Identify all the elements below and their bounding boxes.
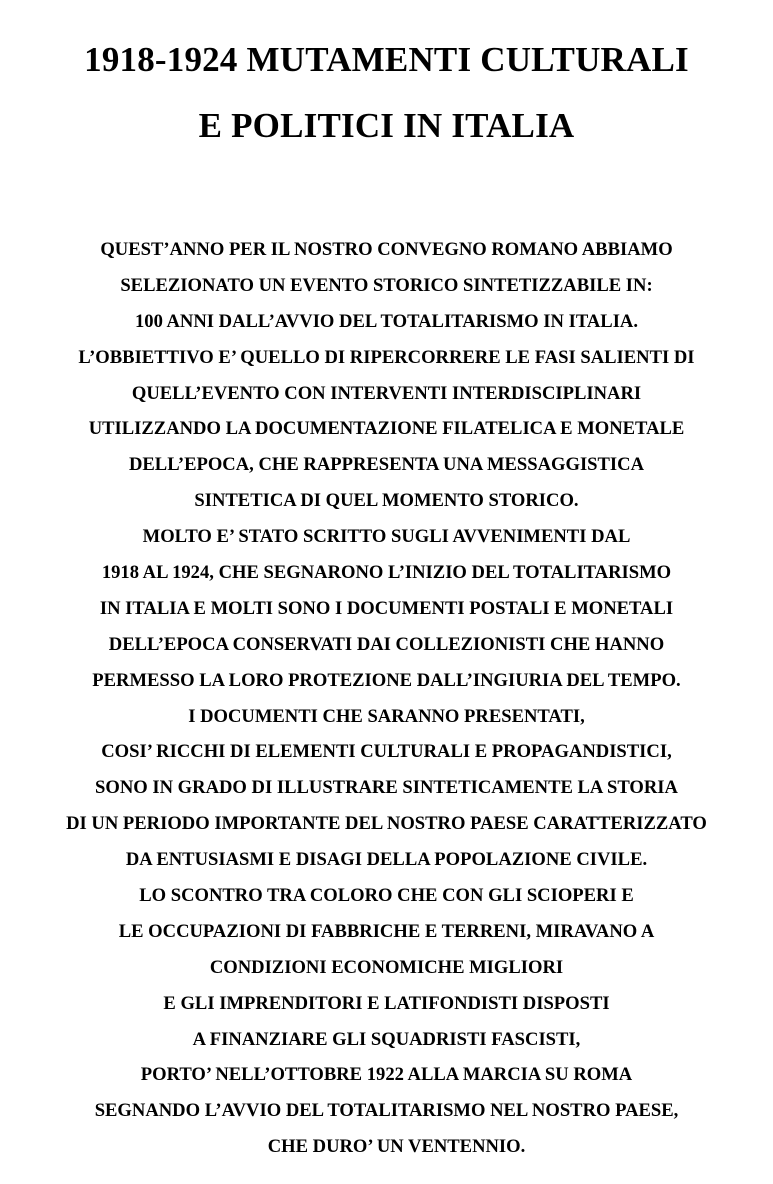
body-line-24: PORTO’ NELL’OTTOBRE 1922 ALLA MARCIA SU ROMA <box>140 1064 633 1086</box>
body-line-16: SONO IN GRADO DI ILLUSTRARE SINTETICAMENTE LA STORIA <box>95 777 678 799</box>
document-title-line-2: E POLITICI IN ITALIA <box>198 106 575 145</box>
body-line-17: DI UN PERIODO IMPORTANTE DEL NOSTRO PAESE CARATTERIZZATO <box>66 813 707 835</box>
body-line-15: COSI’ RICCHI DI ELEMENTI CULTURALI E PROPAGANDISTICI, <box>101 741 672 763</box>
body-line-13: PERMESSO LA LORO PROTEZIONE DALL’INGIURIA DEL TEMPO. <box>92 669 681 691</box>
body-line-2: SELEZIONATO UN EVENTO STORICO SINTETIZZABILE IN: <box>120 274 653 296</box>
body-line-25: SEGNANDO L’AVVIO DEL TOTALITARISMO NEL NOSTRO PAESE, <box>94 1100 679 1122</box>
body-line-7: DELL’EPOCA, CHE RAPPRESENTA UNA MESSAGGISTICA <box>128 454 645 476</box>
body-line-11: IN ITALIA E MOLTI SONO I DOCUMENTI POSTALI E MONETALI <box>99 597 674 619</box>
body-line-23: A FINANZIARE GLI SQUADRISTI FASCISTI, <box>192 1028 581 1050</box>
body-line-18: DA ENTUSIASMI E DISAGI DELLA POPOLAZIONE CIVILE. <box>125 849 648 871</box>
document-title-line-1: 1918-1924 MUTAMENTI CULTURALI <box>84 40 689 79</box>
body-line-26: CHE DURO’ UN VENTENNIO. <box>267 1136 526 1158</box>
body-line-5: QUELL’EVENTO CON INTERVENTI INTERDISCIPLINARI <box>131 382 642 404</box>
body-line-6: UTILIZZANDO LA DOCUMENTAZIONE FILATELICA E MONETALE <box>88 418 685 440</box>
body-line-8: SINTETICA DI QUEL MOMENTO STORICO. <box>194 490 579 512</box>
body-line-4: L’OBBIETTIVO E’ QUELLO DI RIPERCORRERE LE FASI SALIENTI DI <box>78 346 695 368</box>
body-line-9: MOLTO E’ STATO SCRITTO SUGLI AVVENIMENTI DAL <box>142 526 631 548</box>
document-body <box>0 235 773 1168</box>
body-line-10: 1918 AL 1924, CHE SEGNARONO L’INIZIO DEL TOTALITARISMO <box>101 562 672 584</box>
body-line-12: DELL’EPOCA CONSERVATI DAI COLLEZIONISTI CHE HANNO <box>108 633 665 655</box>
body-line-22: E GLI IMPRENDITORI E LATIFONDISTI DISPOSTI <box>163 992 610 1014</box>
body-line-19: LO SCONTRO TRA COLORO CHE CON GLI SCIOPERI E <box>139 885 634 907</box>
body-line-14: I DOCUMENTI CHE SARANNO PRESENTATI, <box>188 705 585 727</box>
body-line-3: 100 ANNI DALL’AVVIO DEL TOTALITARISMO IN ITALIA. <box>134 310 639 332</box>
body-line-20: LE OCCUPAZIONI DI FABBRICHE E TERRENI, MIRAVANO A <box>118 920 655 942</box>
body-line-21: CONDIZIONI ECONOMICHE MIGLIORI <box>209 956 564 978</box>
body-line-1: QUEST’ANNO PER IL NOSTRO CONVEGNO ROMANO ABBIAMO <box>100 239 673 260</box>
